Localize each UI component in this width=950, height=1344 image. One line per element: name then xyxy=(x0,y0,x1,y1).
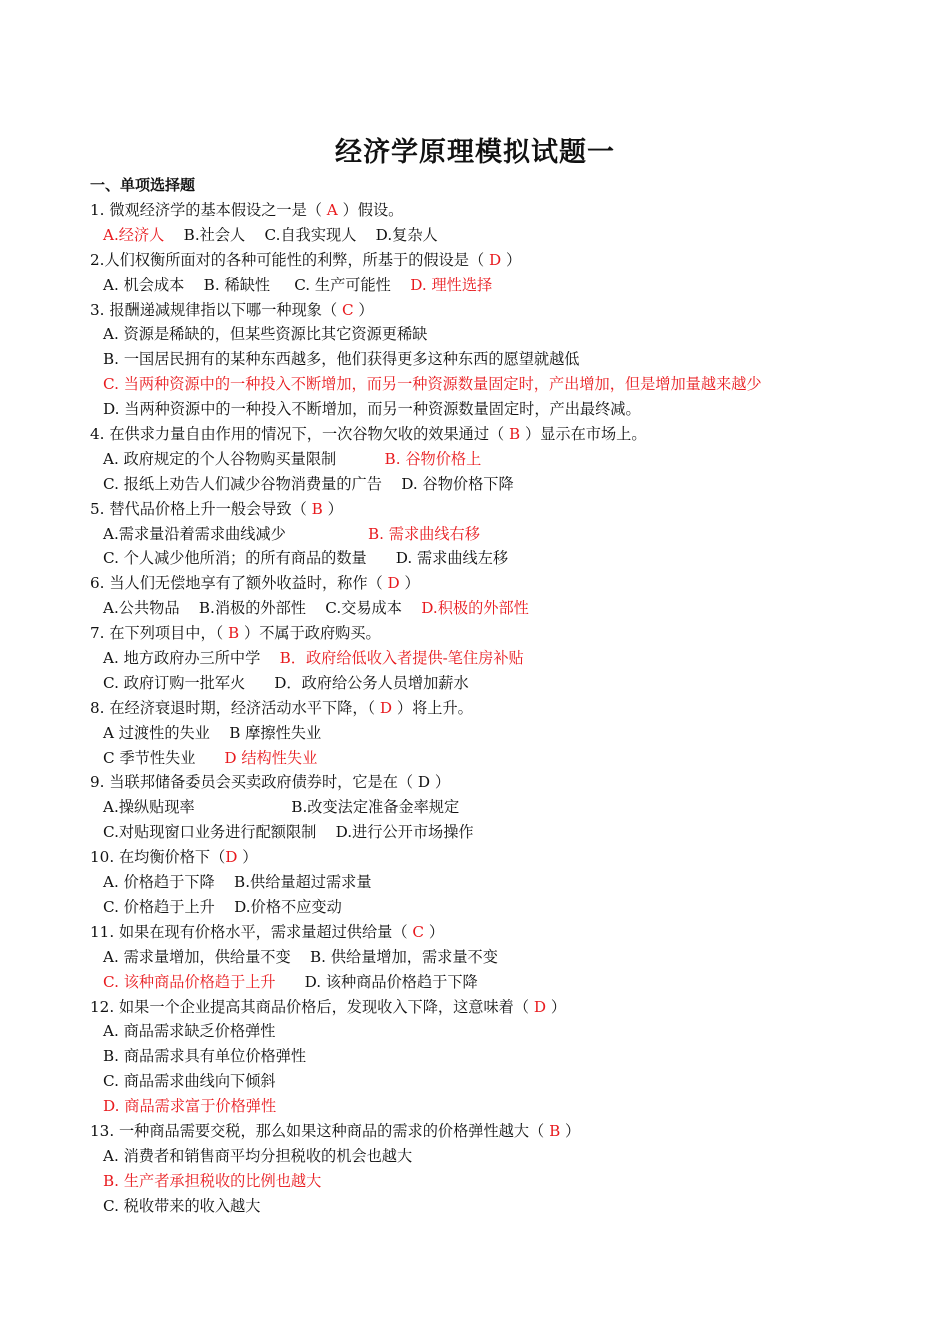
answer-text: B xyxy=(549,1121,561,1140)
question-line xyxy=(90,198,890,223)
option-line xyxy=(90,472,890,497)
option-line xyxy=(90,945,890,970)
question-list xyxy=(90,198,890,1219)
question-line xyxy=(90,298,890,323)
text-segment: ）假设。 xyxy=(337,201,404,219)
question-line xyxy=(90,845,890,870)
text-segment: ） xyxy=(353,300,374,319)
option-line xyxy=(90,1044,890,1069)
text-segment: C. 政府订购一批军火 D．政府给公务人员增加薪水 xyxy=(103,673,469,692)
option-line xyxy=(90,746,890,771)
option-line xyxy=(90,1069,890,1094)
text-segment: C.对贴现窗口业务进行配额限制 D.进行公开市场操作 xyxy=(103,823,474,842)
answer-text: C xyxy=(412,922,424,941)
text-segment: A. 消费者和销售商平均分担税收的机会也越大 xyxy=(103,1146,413,1165)
question-line xyxy=(90,248,890,273)
answer-text: D xyxy=(533,997,547,1016)
text-segment: C. 商品需求曲线向下倾斜 xyxy=(103,1072,276,1091)
text-segment: 8. 在经济衰退时期，经济活动水平下降，（ xyxy=(90,698,380,717)
text-segment: 12. 如果一个企业提高其商品价格后，发现收入下降，这意味着（ xyxy=(90,997,534,1016)
text-segment: B. 商品需求具有单位价格弹性 xyxy=(103,1047,307,1066)
text-segment: C. 报纸上劝告人们减少谷物消费量的广告 D. 谷物价格下降 xyxy=(103,474,514,493)
text-segment: C. 税收带来的收入越大 xyxy=(103,1196,261,1215)
text-segment: B.社会人 C.自我实现人 D.复杂人 xyxy=(164,225,438,244)
text-segment: 10. 在均衡价格下（ xyxy=(90,848,226,867)
text-segment: A.需求量沿着需求曲线减少 xyxy=(103,524,368,543)
answer-text: B xyxy=(509,425,521,444)
text-segment: 7. 在下列项目中，（ xyxy=(90,624,229,643)
question-line xyxy=(90,497,890,522)
option-line xyxy=(90,820,890,845)
text-segment: ）将上升。 xyxy=(392,698,473,717)
option-line xyxy=(90,646,890,671)
option-line xyxy=(90,447,890,472)
text-segment: ）显示在市场上。 xyxy=(520,425,647,444)
text-segment: ）不属于政府购买。 xyxy=(239,624,381,643)
answer-text: C. 当两种资源中的一种投入不断增加，而另一种资源数量固定时，产出增加，但是增加量越来越少 xyxy=(103,375,762,394)
text-segment: ） xyxy=(322,499,343,518)
option-line xyxy=(90,1169,890,1194)
text-segment: C. 价格趋于上升 D.价格不应变动 xyxy=(103,897,342,916)
text-segment: A. 价格趋于下降 B.供给量超过需求量 xyxy=(103,873,372,892)
answer-text: B xyxy=(228,624,240,643)
answer-text: B. 谷物价格上 xyxy=(384,449,482,468)
option-line xyxy=(90,273,890,298)
text-segment: D. 当两种资源中的一种投入不断增加，而另一种资源数量固定时，产出最终减。 xyxy=(103,400,641,419)
text-segment: C. 个人减少他所消；的所有商品的数量 D. 需求曲线左移 xyxy=(103,549,509,568)
question-line xyxy=(90,1119,890,1144)
option-line xyxy=(90,895,890,920)
answer-text: D.积极的外部性 xyxy=(421,599,529,618)
text-segment: C 季节性失业 xyxy=(103,748,225,767)
answer-text: D xyxy=(225,848,238,867)
question-line xyxy=(90,621,890,646)
answer-text: A.经济人 xyxy=(103,225,165,244)
text-segment: ） xyxy=(237,848,258,867)
text-segment: A. 机会成本 B. 稀缺性 C. 生产可能性 xyxy=(103,275,411,294)
text-segment: 11. 如果在现有价格水平，需求量超过供给量（ xyxy=(90,922,413,941)
answer-text: C. 该种商品价格趋于上升 xyxy=(103,972,276,991)
text-segment: ） xyxy=(424,922,445,941)
text-segment: A.操纵贴现率 B.改变法定准备金率规定 xyxy=(103,798,460,817)
option-line xyxy=(90,322,890,347)
text-segment: A. 商品需求缺乏价格弹性 xyxy=(103,1022,276,1041)
option-line xyxy=(90,1094,890,1119)
text-segment: B. 一国居民拥有的某种东西越多，他们获得更多这种东西的愿望就越低 xyxy=(103,350,580,369)
answer-text: C xyxy=(341,300,354,319)
option-line xyxy=(90,721,890,746)
text-segment: ） xyxy=(546,997,567,1016)
answer-text: D xyxy=(387,574,400,593)
text-segment: 5. 替代品价格上升一般会导致（ xyxy=(90,499,312,518)
question-line xyxy=(90,571,890,596)
option-line xyxy=(90,970,890,995)
answer-text: D 结构性失业 xyxy=(224,748,318,767)
text-segment: ） xyxy=(501,250,522,269)
text-segment: A 过渡性的失业 B 摩擦性失业 xyxy=(103,723,322,742)
answer-text: B. 需求曲线右移 xyxy=(367,524,480,543)
text-segment: 6. 当人们无偿地享有了额外收益时，称作（ xyxy=(90,574,388,593)
option-line xyxy=(90,1144,890,1169)
text-segment: 13. 一种商品需要交税，那么如果这种商品的需求的价格弹性越大（ xyxy=(90,1121,550,1140)
option-line xyxy=(90,870,890,895)
answer-text: D. 理性选择 xyxy=(410,275,493,294)
option-line xyxy=(90,223,890,248)
text-segment: D. 该种商品价格趋于下降 xyxy=(275,972,478,991)
section-heading: 一、单项选择题 xyxy=(90,176,196,194)
text-segment: A. 需求量增加，供给量不变 B. 供给量增加，需求量不变 xyxy=(103,947,498,966)
text-segment: ） xyxy=(399,574,420,593)
question-line xyxy=(90,920,890,945)
answer-text: B xyxy=(311,499,323,518)
answer-text: D. 商品需求富于价格弹性 xyxy=(103,1097,277,1116)
text-segment: ） xyxy=(560,1121,581,1140)
answer-text: D xyxy=(489,250,502,269)
page-title: 经济学原理模拟试题一 xyxy=(335,137,615,168)
option-line xyxy=(90,397,890,422)
text-segment: 9. 当联邦储备委员会买卖政府债券时，它是在（ D ） xyxy=(90,773,451,792)
option-line xyxy=(90,546,890,571)
answer-text: D xyxy=(379,698,393,717)
option-line xyxy=(90,795,890,820)
text-segment: 1. 微观经济学的基本假设之一是（ xyxy=(90,201,327,219)
text-segment: A. 地方政府办三所中学 xyxy=(103,649,280,668)
option-line xyxy=(90,372,890,397)
answer-text: B. 生产者承担税收的比例也越大 xyxy=(103,1171,322,1190)
option-line xyxy=(90,347,890,372)
text-segment: A. 政府规定的个人谷物购买量限制 xyxy=(103,449,385,468)
option-line xyxy=(90,671,890,696)
text-segment: 3. 报酬递减规律指以下哪一种现象（ xyxy=(90,300,342,319)
option-line xyxy=(90,522,890,547)
option-line xyxy=(90,596,890,621)
question-line xyxy=(90,696,890,721)
question-line xyxy=(90,770,890,795)
option-line xyxy=(90,1194,890,1219)
option-line xyxy=(90,1019,890,1044)
text-segment: A.公共物品 B.消极的外部性 C.交易成本 xyxy=(103,599,422,618)
text-segment: A. 资源是稀缺的，但某些资源比其它资源更稀缺 xyxy=(103,325,428,344)
question-line xyxy=(90,422,890,447)
text-segment: 4. 在供求力量自由作用的情况下，一次谷物欠收的效果通过（ xyxy=(90,425,510,444)
answer-text: A xyxy=(326,201,338,219)
question-line xyxy=(90,995,890,1020)
text-segment: 2.人们权衡所面对的各种可能性的利弊，所基于的假设是（ xyxy=(90,250,490,269)
answer-text: B．政府给低收入者提供-笔住房补贴 xyxy=(279,649,524,668)
